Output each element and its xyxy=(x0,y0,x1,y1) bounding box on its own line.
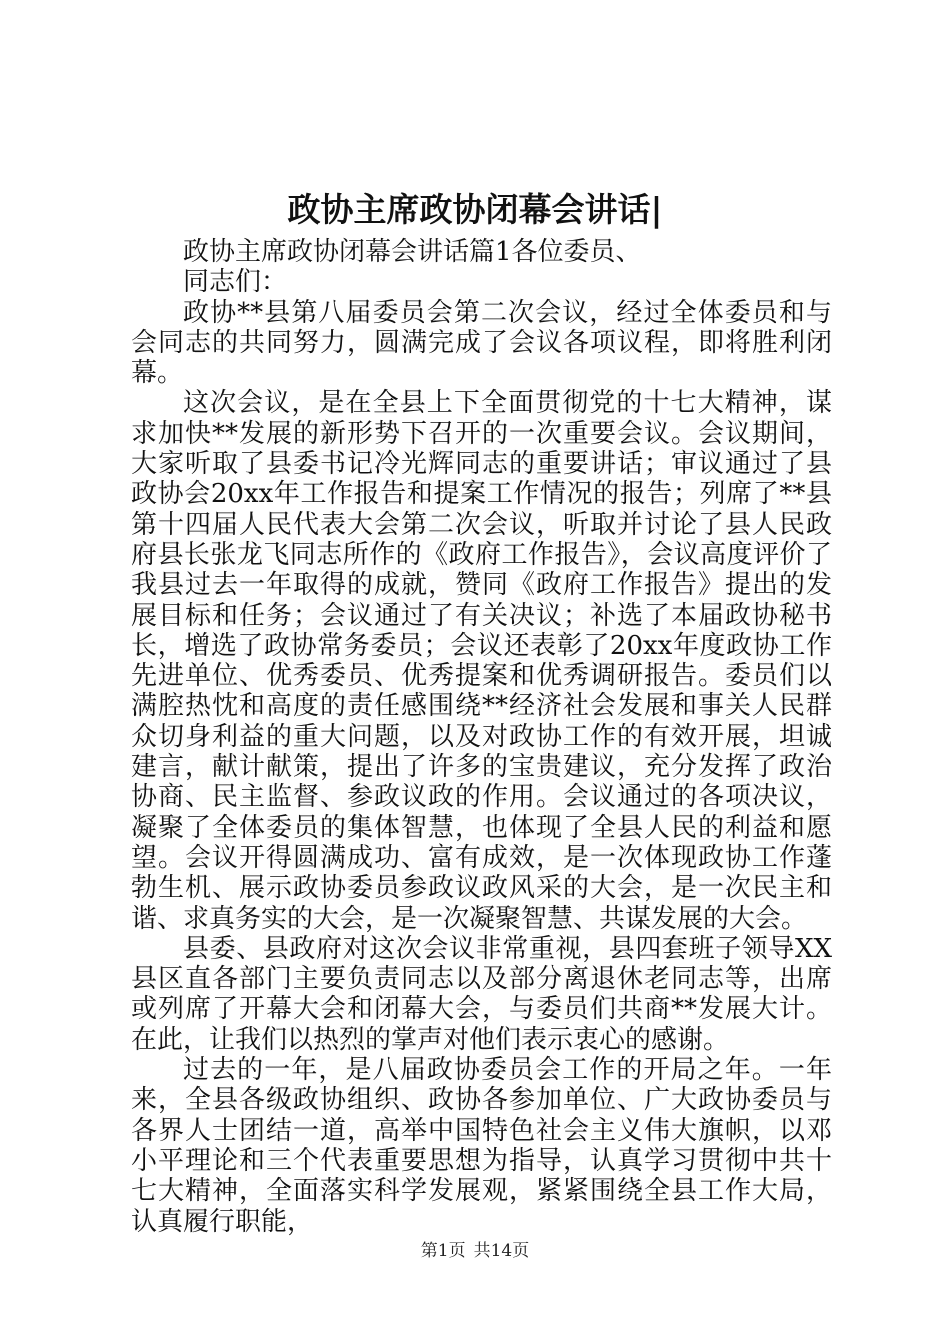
paragraph: 过去的一年，是八届政协委员会工作的开局之年。一年来，全县各级政协组织、政协各参加单位、广大政协委员与各界人士团结一道，高举中国特色社会主义伟大旗帜，以邓小平理论和三个代表重要思想为指导，认真学习贯彻中共十七大精神，全面落实科学发展观，紧紧围绕全县工作大局，认真履行职能， xyxy=(131,1055,832,1237)
page-total: 共14页 xyxy=(473,1241,530,1261)
paragraph: 政协**县第八届委员会第二次会议，经过全体委员和与会同志的共同努力，圆满完成了会议各项议程，即将胜利闭幕。 xyxy=(131,297,832,389)
paragraph: 政协主席政协闭幕会讲话篇1各位委员、 xyxy=(183,237,642,267)
paragraph: 县委、县政府对这次会议非常重视，县四套班子领导XX县区直各部门主要负责同志以及部分离退休老同志等，出席或列席了开幕大会和闭幕大会，与委员们共商**发展大计。在此，让我们以热烈的掌声对他们表示衷心的感谢。 xyxy=(131,933,832,1055)
paragraph: 这次会议，是在全县上下全面贯彻党的十七大精神，谋求加快**发展的新形势下召开的一次重要会议。会议期间，大家听取了县委书记冷光辉同志的重要讲话；审议通过了县政协会20xx年工作报告和提案工作情况的报告；列席了**县第十四届人民代表大会第二次会议，听取并讨论了县人民政府县长张龙飞同志所作的《政府工作报告》，会议高度评价了我县过去一年取得的成就，赞同《政府工作报告》提出的发展目标和任务；会议通过了有关决议；补选了本届政协秘书长，增选了政协常务委员；会议还表彰了20xx年度政协工作先进单位、优秀委员、优秀提案和优秀调研报告。委员们以满腔热忱和高度的责任感围绕**经济社会发展和事关人民群众切身利益的重大问题，以及对政协工作的有效开展，坦诚建言，献计献策，提出了许多的宝贵建议，充分发挥了政治协商、民主监督、参政议政的作用。会议通过的各项决议，凝聚了全体委员的集体智慧，也体现了全县人民的利益和愿望。会议开得圆满成功、富有成效，是一次体现政协工作蓬勃生机、展示政协委员参政议政风采的大会，是一次民主和谐、求真务实的大会，是一次凝聚智慧、共谋发展的大会。 xyxy=(131,388,832,934)
page-number: 第1页 xyxy=(420,1241,466,1261)
page-footer xyxy=(0,1239,950,1263)
document-title: 政协主席政协闭幕会讲话| xyxy=(287,190,663,229)
document-body xyxy=(131,237,832,1237)
paragraph: 同志们： xyxy=(183,267,288,298)
